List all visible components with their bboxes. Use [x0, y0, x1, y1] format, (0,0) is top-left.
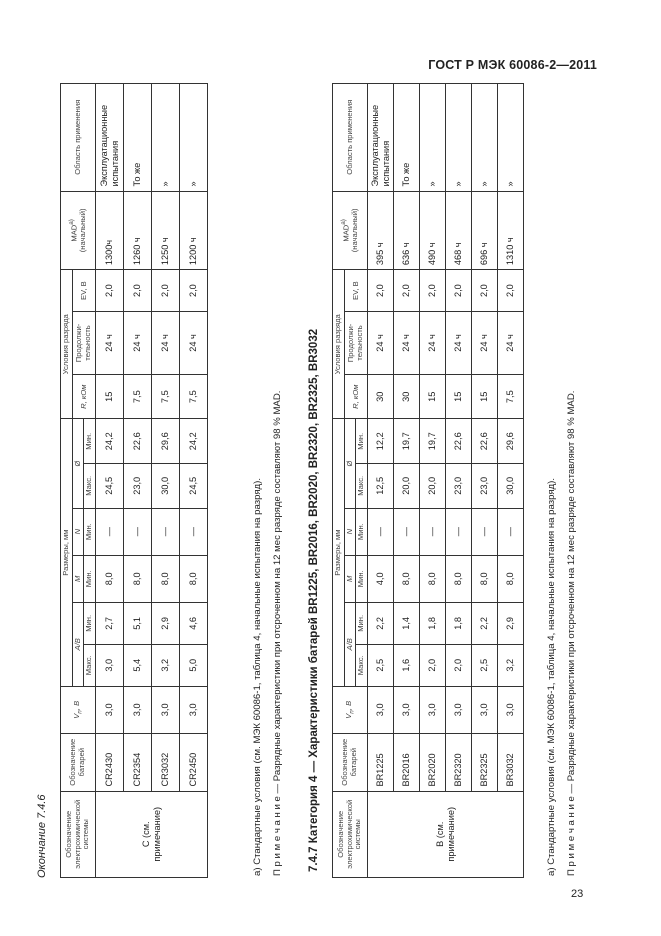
cell-ev: 2,0 — [368, 270, 394, 312]
cell-ab-max: 5,0 — [180, 644, 208, 686]
table-body — [368, 84, 524, 878]
col-ab: A/B — [344, 602, 356, 686]
cell-d-max: 30,0 — [498, 464, 524, 509]
cell-area: » — [420, 84, 446, 192]
cell-dur: 24 ч — [420, 312, 446, 375]
cell-name: CR3032 — [152, 733, 180, 791]
col-d: Ø — [344, 419, 356, 508]
table-row — [368, 84, 394, 878]
col-area: Область применения — [333, 84, 368, 192]
cell-d-min: 29,6 — [152, 419, 180, 464]
cell-r: 15 — [420, 374, 446, 419]
cell-m-min: 4,0 — [368, 555, 394, 602]
col-battery: Обозначение батарей — [333, 733, 368, 791]
cell-mad: 468 ч — [446, 191, 472, 270]
cell-name: CR2430 — [96, 733, 124, 791]
cell-ab-max: 3,0 — [96, 644, 124, 686]
col-d-min: Мин. — [84, 419, 96, 464]
cell-ab-max: 2,0 — [446, 644, 472, 686]
cell-ev: 2,0 — [498, 270, 524, 312]
cell-d-max: 24,5 — [180, 464, 208, 509]
cell-v: 3,0 — [180, 686, 208, 733]
col-ab: A/B — [72, 602, 84, 686]
cell-r: 7,5 — [124, 374, 152, 419]
cell-area: » — [498, 84, 524, 192]
cell-mad: 1200 ч — [180, 191, 208, 270]
cell-d-max: 30,0 — [152, 464, 180, 509]
cell-m-min: 8,0 — [446, 555, 472, 602]
cell-name: BR3032 — [498, 733, 524, 791]
table-category-3-end — [60, 83, 208, 878]
col-dims: Размеры, мм — [61, 419, 73, 686]
cell-ab-min: 1,8 — [446, 602, 472, 644]
cell-ev: 2,0 — [124, 270, 152, 312]
cell-m-min: 8,0 — [394, 555, 420, 602]
cell-ab-min: 2,7 — [96, 602, 124, 644]
cell-ab-max: 3,2 — [498, 644, 524, 686]
cell-v: 3,0 — [152, 686, 180, 733]
table-note: П р и м е ч а н и е — Разрядные характеристики при отсроченном на 12 мес разряде составляют 98 % MAD. — [566, 390, 577, 876]
system-cell: C (см. примечание) — [96, 791, 208, 877]
cell-n-min: — — [446, 508, 472, 555]
table-row — [180, 84, 208, 878]
cell-name: BR2325 — [472, 733, 498, 791]
cell-v: 3,0 — [124, 686, 152, 733]
cell-m-min: 8,0 — [152, 555, 180, 602]
col-system: Обозначение электрохимической системы — [61, 791, 96, 877]
cell-d-min: 22,6 — [124, 419, 152, 464]
col-duration: Продолжительность — [344, 312, 367, 375]
cell-m-min: 8,0 — [420, 555, 446, 602]
cell-d-min: 12,2 — [368, 419, 394, 464]
cell-n-min: — — [152, 508, 180, 555]
col-ab-max: Макс. — [84, 644, 96, 686]
continuation-label: Окончание 7.4.6 — [36, 794, 48, 878]
col-m-min: Мин. — [356, 555, 368, 602]
cell-v: 3,0 — [420, 686, 446, 733]
cell-r: 15 — [472, 374, 498, 419]
footnote: a) Стандартные условия (см. МЭК 60086-1, таблица 4, начальные испытания на разряд). — [546, 477, 557, 876]
cell-ev: 2,0 — [152, 270, 180, 312]
table-row — [446, 84, 472, 878]
cell-ab-max: 1,6 — [394, 644, 420, 686]
col-dims: Размеры, мм — [333, 419, 345, 686]
col-ab-max: Макс. — [356, 644, 368, 686]
cell-r: 30 — [394, 374, 420, 419]
col-r: R, кОм — [72, 374, 95, 419]
cell-m-min: 8,0 — [472, 555, 498, 602]
col-n: N — [72, 508, 84, 555]
cell-n-min: — — [420, 508, 446, 555]
col-m-min: Мин. — [84, 555, 96, 602]
cell-ab-min: 5,1 — [124, 602, 152, 644]
cell-ab-min: 2,9 — [498, 602, 524, 644]
cell-ab-min: 1,8 — [420, 602, 446, 644]
col-d: Ø — [72, 419, 84, 508]
cell-n-min: — — [394, 508, 420, 555]
cell-dur: 24 ч — [124, 312, 152, 375]
cell-r: 30 — [368, 374, 394, 419]
cell-ab-min: 1,4 — [394, 602, 420, 644]
cell-m-min: 8,0 — [96, 555, 124, 602]
cell-dur: 24 ч — [96, 312, 124, 375]
cell-area: То же — [124, 84, 152, 192]
col-battery: Обозначение батарей — [61, 733, 96, 791]
col-discharge: Условия разряда — [333, 270, 345, 419]
cell-ab-min: 2,2 — [368, 602, 394, 644]
cell-dur: 24 ч — [394, 312, 420, 375]
col-voltage: $V_n$, В — [333, 686, 368, 733]
cell-area: » — [446, 84, 472, 192]
cell-mad: 1300ч — [96, 191, 124, 270]
cell-ev: 2,0 — [446, 270, 472, 312]
cell-ev: 2,0 — [96, 270, 124, 312]
col-r: R, кОм — [344, 374, 367, 419]
cell-d-min: 22,6 — [472, 419, 498, 464]
page-number: 23 — [571, 888, 584, 900]
cell-r: 15 — [446, 374, 472, 419]
cell-dur: 24 ч — [498, 312, 524, 375]
cell-area: Эксплуатационные испытания — [368, 84, 394, 192]
col-duration: Продолжительность — [72, 312, 95, 375]
cell-dur: 24 ч — [446, 312, 472, 375]
cell-v: 3,0 — [368, 686, 394, 733]
col-n-min: Мин. — [356, 508, 368, 555]
table-row — [152, 84, 180, 878]
col-ev: EV, В — [344, 270, 367, 312]
cell-r: 7,5 — [152, 374, 180, 419]
cell-d-max: 24,5 — [96, 464, 124, 509]
cell-ab-min: 2,2 — [472, 602, 498, 644]
cell-ev: 2,0 — [394, 270, 420, 312]
cell-ev: 2,0 — [180, 270, 208, 312]
cell-d-max: 20,0 — [420, 464, 446, 509]
cell-name: BR2320 — [446, 733, 472, 791]
cell-dur: 24 ч — [180, 312, 208, 375]
col-n-min: Мин. — [84, 508, 96, 555]
cell-r: 7,5 — [498, 374, 524, 419]
table-row — [96, 84, 124, 878]
cell-name: CR2354 — [124, 733, 152, 791]
cell-name: BR2020 — [420, 733, 446, 791]
cell-d-max: 23,0 — [472, 464, 498, 509]
cell-n-min: — — [124, 508, 152, 555]
cell-mad: 1310 ч — [498, 191, 524, 270]
cell-ab-max: 5,4 — [124, 644, 152, 686]
cell-ab-max: 2,5 — [368, 644, 394, 686]
table-note: П р и м е ч а н и е — Разрядные характеристики при отсроченном на 12 мес разряде составляют 98 % MAD. — [272, 390, 283, 876]
rotated-content — [36, 80, 596, 878]
col-discharge: Условия разряда — [61, 270, 73, 419]
cell-r: 7,5 — [180, 374, 208, 419]
table-row — [498, 84, 524, 878]
cell-n-min: — — [472, 508, 498, 555]
cell-ab-min: 4,6 — [180, 602, 208, 644]
cell-dur: 24 ч — [472, 312, 498, 375]
cell-name: CR2450 — [180, 733, 208, 791]
cell-ab-min: 2,9 — [152, 602, 180, 644]
cell-v: 3,0 — [472, 686, 498, 733]
col-m: M — [72, 555, 84, 602]
col-voltage: $V_n$, В — [61, 686, 96, 733]
table-row — [394, 84, 420, 878]
cell-d-min: 22,6 — [446, 419, 472, 464]
cell-v: 3,0 — [446, 686, 472, 733]
cell-dur: 24 ч — [152, 312, 180, 375]
document-header: ГОСТ Р МЭК 60086-2—2011 — [428, 58, 597, 72]
col-ab-min: Мин. — [356, 602, 368, 644]
cell-m-min: 8,0 — [180, 555, 208, 602]
cell-d-min: 24,2 — [180, 419, 208, 464]
cell-ab-max: 2,5 — [472, 644, 498, 686]
cell-d-max: 23,0 — [446, 464, 472, 509]
cell-d-min: 29,6 — [498, 419, 524, 464]
table-row — [420, 84, 446, 878]
col-mad: MAD$^{a)}$ (начальный) — [61, 191, 96, 270]
cell-mad: 1260 ч — [124, 191, 152, 270]
cell-m-min: 8,0 — [124, 555, 152, 602]
cell-area: То же — [394, 84, 420, 192]
cell-ab-max: 2,0 — [420, 644, 446, 686]
system-cell: B (см. примечание) — [368, 791, 524, 877]
cell-n-min: — — [498, 508, 524, 555]
cell-d-min: 19,7 — [420, 419, 446, 464]
cell-area: » — [152, 84, 180, 192]
cell-r: 15 — [96, 374, 124, 419]
col-ab-min: Мин. — [84, 602, 96, 644]
col-n: N — [344, 508, 356, 555]
cell-d-max: 20,0 — [394, 464, 420, 509]
cell-name: BR1225 — [368, 733, 394, 791]
cell-ev: 2,0 — [420, 270, 446, 312]
cell-name: BR2016 — [394, 733, 420, 791]
cell-area: » — [180, 84, 208, 192]
cell-ab-max: 3,2 — [152, 644, 180, 686]
cell-area: Эксплуатационные испытания — [96, 84, 124, 192]
cell-area: » — [472, 84, 498, 192]
cell-mad: 395 ч — [368, 191, 394, 270]
cell-mad: 696 ч — [472, 191, 498, 270]
col-m: M — [344, 555, 356, 602]
cell-v: 3,0 — [498, 686, 524, 733]
cell-m-min: 8,0 — [498, 555, 524, 602]
cell-v: 3,0 — [394, 686, 420, 733]
cell-mad: 490 ч — [420, 191, 446, 270]
cell-d-min: 19,7 — [394, 419, 420, 464]
col-area: Область применения — [61, 84, 96, 192]
footnote: a) Стандартные условия (см. МЭК 60086-1, таблица 4, начальные испытания на разряд). — [252, 477, 263, 876]
table-body — [96, 84, 208, 878]
cell-mad: 636 ч — [394, 191, 420, 270]
col-system: Обозначение электрохимической системы — [333, 791, 368, 877]
section-title: 7.4.7 Категория 4 — Характеристики батарей BR1225, BR2016, BR2020, BR2320, BR2325, BR3032 — [308, 328, 320, 872]
cell-n-min: — — [180, 508, 208, 555]
table-row — [124, 84, 152, 878]
cell-d-min: 24,2 — [96, 419, 124, 464]
cell-n-min: — — [96, 508, 124, 555]
cell-d-max: 12,5 — [368, 464, 394, 509]
cell-ev: 2,0 — [472, 270, 498, 312]
col-ev: EV, В — [72, 270, 95, 312]
cell-mad: 1250 ч — [152, 191, 180, 270]
cell-v: 3,0 — [96, 686, 124, 733]
table-row — [472, 84, 498, 878]
col-d-max: Макс. — [84, 464, 96, 509]
cell-n-min: — — [368, 508, 394, 555]
col-mad: MAD$^{a)}$ (начальный) — [333, 191, 368, 270]
cell-d-max: 23,0 — [124, 464, 152, 509]
col-d-max: Макс. — [356, 464, 368, 509]
col-d-min: Мин. — [356, 419, 368, 464]
cell-dur: 24 ч — [368, 312, 394, 375]
table-category-4 — [332, 83, 524, 878]
